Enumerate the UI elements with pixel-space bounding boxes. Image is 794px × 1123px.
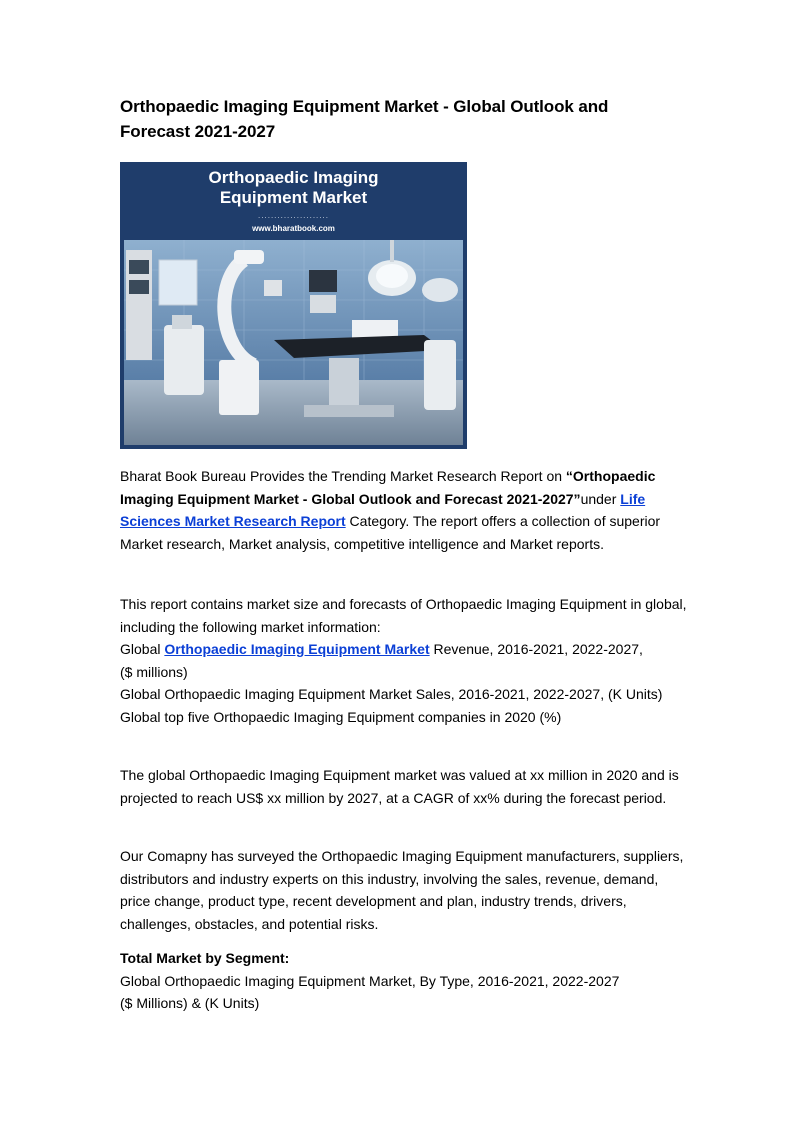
banner-title-line-2: Equipment Market — [219, 188, 368, 207]
report-title-bold: “Orthopaedic Imaging Equipment Market - Global Outlook and Forecast 2021-2027” — [120, 468, 656, 507]
intro-paragraph: Bharat Book Bureau Provides the Trending Market Research Report on “Orthopaedic Imaging Equipment Market - Global Outlook and Forecast 2021-2027”under Life Sciences Market Research Report Category. The report offers a collection of superior Market research, Market analysis, competitive intelligence and Market reports. — [120, 468, 661, 552]
info-paragraph: This report contains market size and forecasts of Orthopaedic Imaging Equipment in global, including the following market information: Global Orthopaedic Imaging Equipment Market Revenue, 2016-2021, 2022-2027, ($ millions) Global Orthopaedic Imaging Equipment Market Sales, 2016-2021, 2022-2027, (K Units) Global top five Orthopaedic Imaging Equipment companies in 2020 (%) — [120, 596, 687, 725]
banner-url: www.bharatbook.com — [252, 224, 335, 233]
operating-room-photo — [124, 240, 463, 445]
segment-heading: Total Market by Segment: — [120, 950, 290, 966]
banner-title-line-1: Orthopaedic Imaging — [208, 168, 379, 187]
banner-dots: ...................... — [258, 211, 329, 220]
life-sciences-link[interactable]: Life Sciences Market Research Report — [120, 490, 646, 529]
survey-paragraph: Our Comapny has surveyed the Orthopaedic Imaging Equipment manufacturers, suppliers, distributors and industry experts on this industry, involving the sales, revenue, demand, price change, product type, recent development and plan, industry trends, drivers, challenges, obstacles, and potential risks. — [120, 848, 684, 932]
valuation-paragraph: The global Orthopaedic Imaging Equipment market was valued at xx million in 2020 and is projected to reach US$ xx million by 2027, at a CAGR of xx% during the forecast period. — [120, 767, 679, 806]
segment-paragraph: Total Market by Segment: Global Orthopaedic Imaging Equipment Market, By Type, 2016-2021, 2022-2027 ($ Millions) & (K Units) — [120, 950, 620, 1011]
report-banner-image — [120, 162, 467, 449]
page-title: Orthopaedic Imaging Equipment Market - Global Outlook and Forecast 2021-2027 — [120, 97, 609, 141]
market-link[interactable]: Orthopaedic Imaging Equipment Market — [164, 641, 430, 657]
banner-title — [120, 168, 467, 208]
